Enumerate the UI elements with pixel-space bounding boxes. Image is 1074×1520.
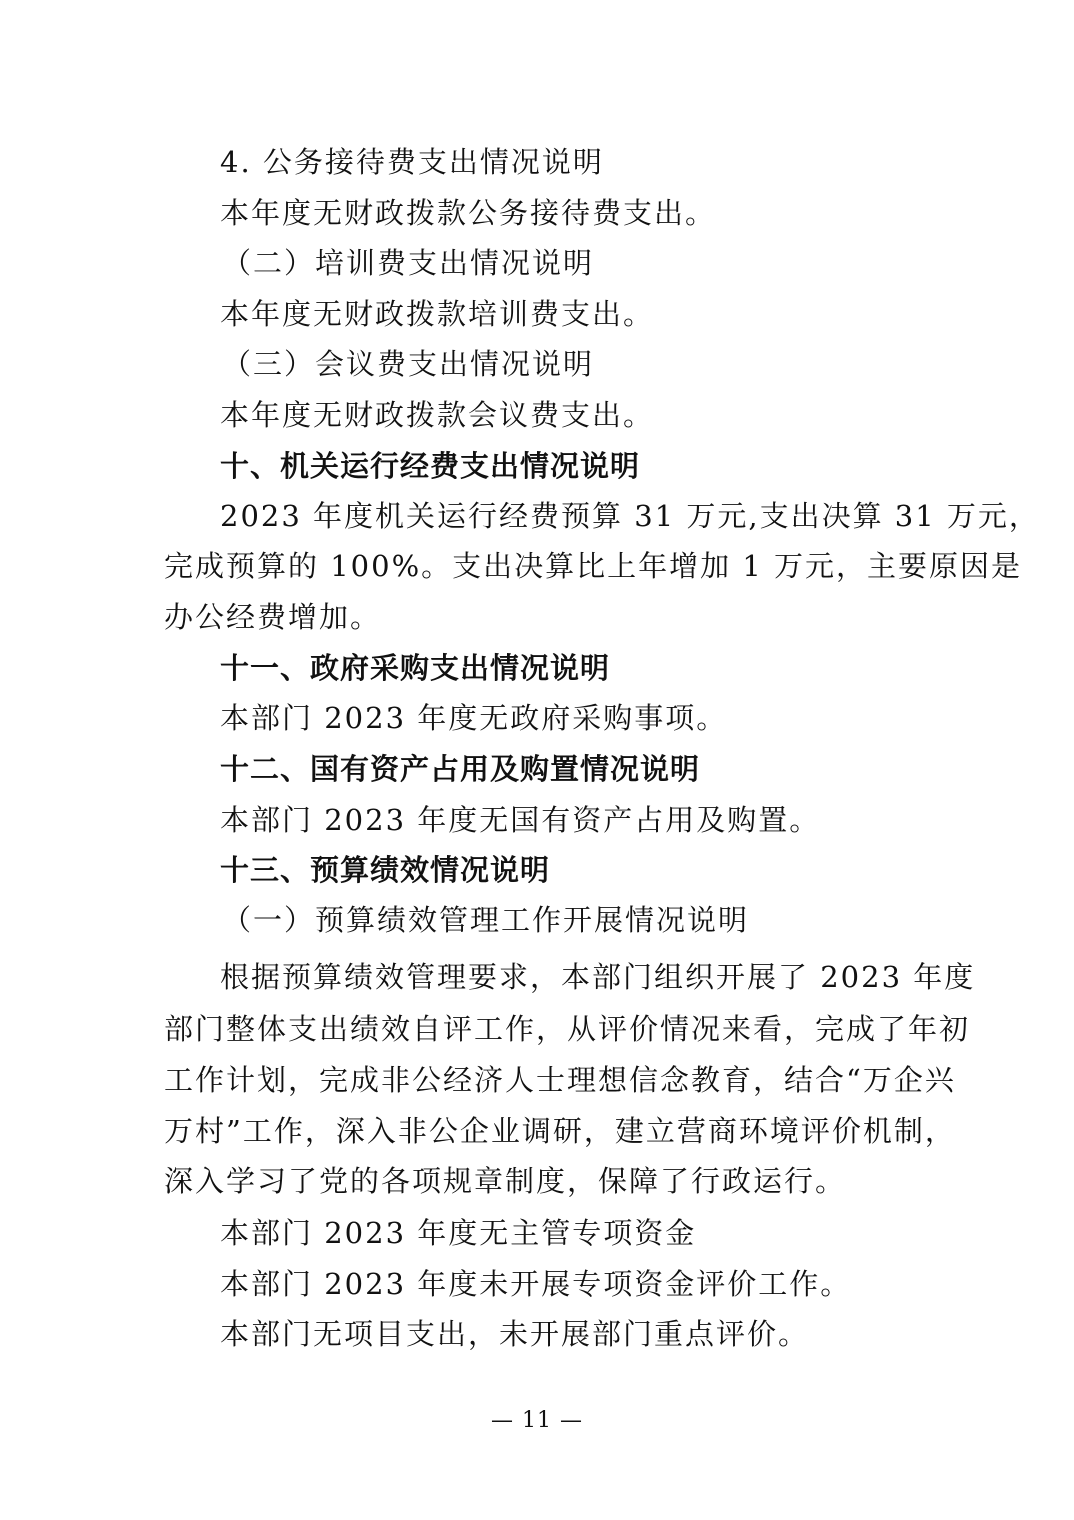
paragraph-13-special-funds: 本部门 2023 年度无主管专项资金 <box>220 1216 697 1250</box>
subsection-heading-13-1: （一）预算绩效管理工作开展情况说明 <box>222 903 750 937</box>
paragraph-13-key-evaluation: 本部门无项目支出，未开展部门重点评价。 <box>220 1317 810 1351</box>
paragraph-training-fee: 本年度无财政拨款培训费支出。 <box>220 297 655 331</box>
paragraph-meeting-fee: 本年度无财政拨款会议费支出。 <box>220 398 655 432</box>
paragraph-13-line-5: 深入学习了党的各项规章制度，保障了行政运行。 <box>164 1164 847 1198</box>
paragraph-13-line-3: 工作计划，完成非公经济人士理想信念教育，结合“万企兴 <box>164 1063 956 1097</box>
paragraph-13-line-1: 根据预算绩效管理要求，本部门组织开展了 2023 年度 <box>220 960 976 994</box>
paragraph-10-line-3: 办公经费增加。 <box>164 600 382 634</box>
paragraph-reception-fee: 本年度无财政拨款公务接待费支出。 <box>220 196 717 230</box>
paragraph-13-line-2: 部门整体支出绩效自评工作，从评价情况来看，完成了年初 <box>164 1012 971 1046</box>
section-heading-10: 十、机关运行经费支出情况说明 <box>220 449 641 483</box>
paragraph-13-fund-evaluation: 本部门 2023 年度未开展专项资金评价工作。 <box>220 1267 852 1301</box>
paragraph-10-line-1: 2023 年度机关运行经费预算 31 万元,支出决算 31 万元， <box>220 499 1040 533</box>
paragraph-12: 本部门 2023 年度无国有资产占用及购置。 <box>220 803 821 837</box>
paragraph-11: 本部门 2023 年度无政府采购事项。 <box>220 701 728 735</box>
section-heading-12: 十二、国有资产占用及购置情况说明 <box>220 752 701 786</box>
paragraph-13-line-4: 万村”工作，深入非公企业调研，建立营商环境评价机制， <box>164 1114 956 1148</box>
paragraph-10-line-2: 完成预算的 100%。支出决算比上年增加 1 万元，主要原因是 <box>164 549 1023 583</box>
section-heading-reception-fee: 4. 公务接待费支出情况说明 <box>220 145 604 179</box>
page-number: — 11 — <box>491 1408 583 1433</box>
section-heading-meeting-fee: （三）会议费支出情况说明 <box>222 347 595 381</box>
section-heading-13: 十三、预算绩效情况说明 <box>220 853 551 887</box>
section-heading-11: 十一、政府采购支出情况说明 <box>220 651 611 685</box>
section-heading-training-fee: （二）培训费支出情况说明 <box>222 246 595 280</box>
